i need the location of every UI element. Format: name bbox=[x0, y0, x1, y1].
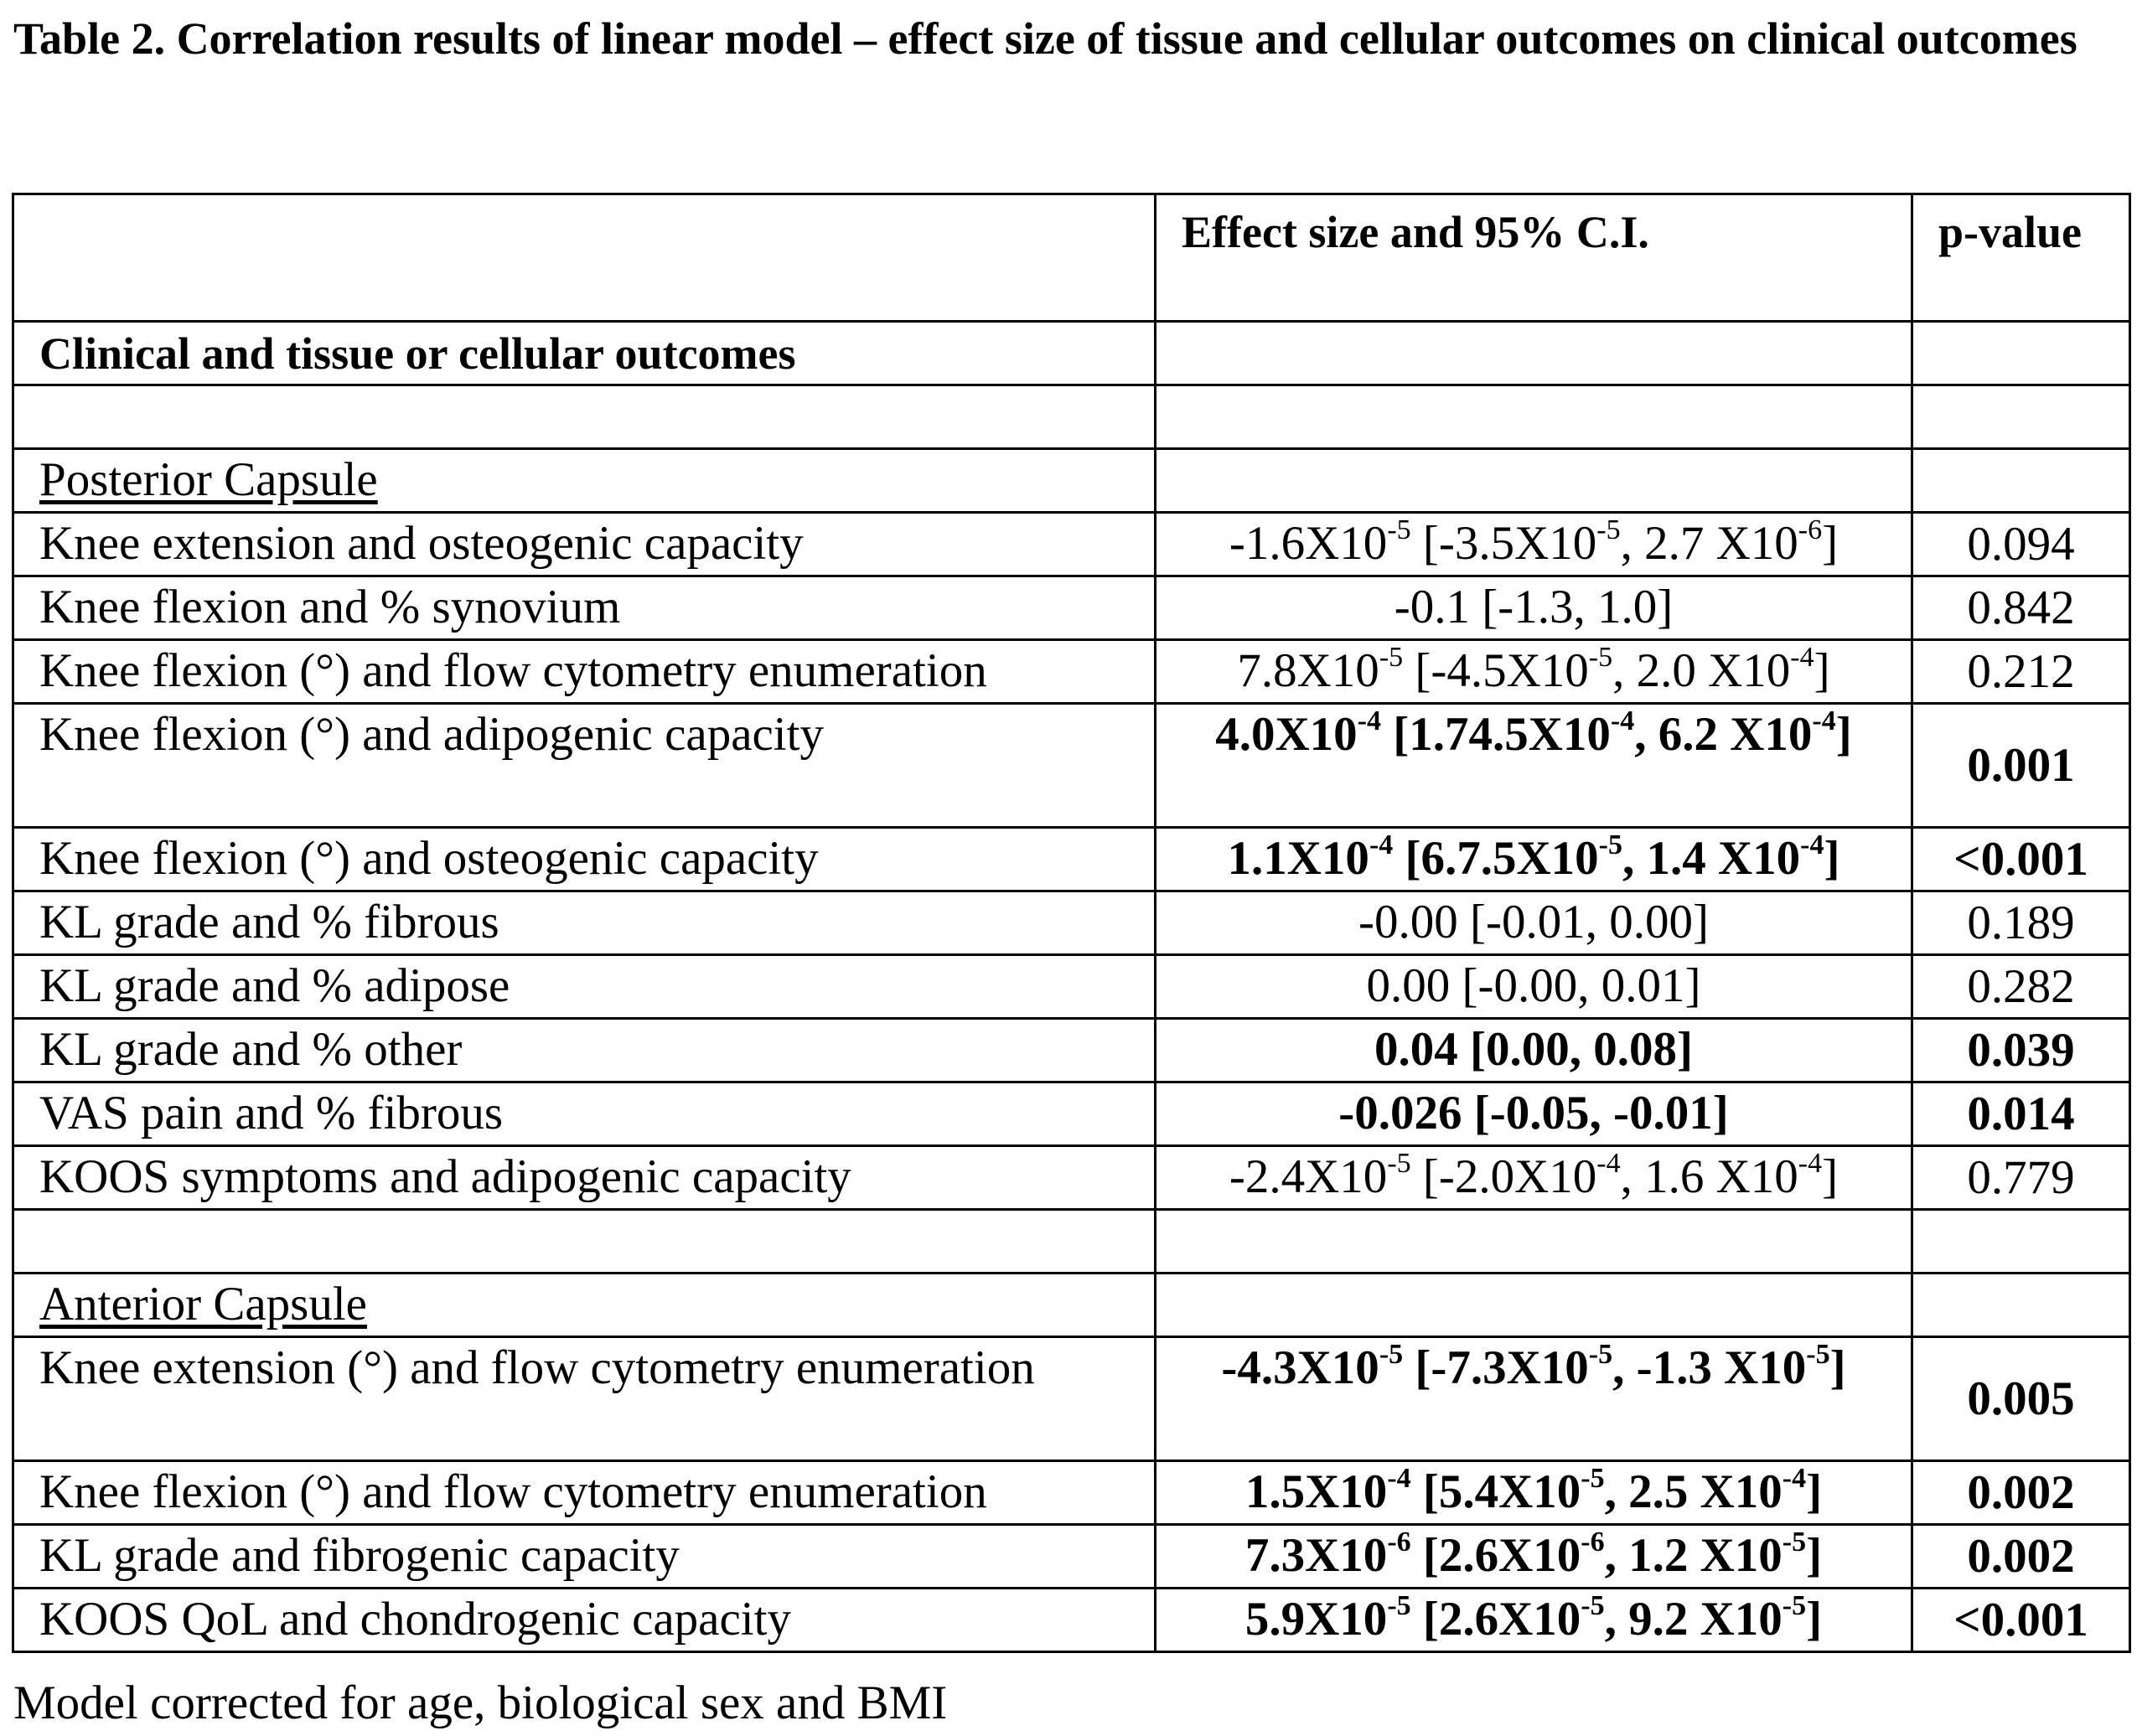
table-row bbox=[13, 1019, 2130, 1082]
table-row bbox=[13, 1337, 2130, 1461]
outcome-label: Knee flexion (°) and flow cytometry enumeration bbox=[13, 1461, 1156, 1525]
table-row bbox=[13, 513, 2130, 576]
effect-size: -0.026 [-0.05, -0.01] bbox=[1156, 1082, 1912, 1146]
table-row bbox=[13, 1461, 2130, 1525]
section-row bbox=[13, 1274, 2130, 1337]
blank-row bbox=[13, 385, 2130, 449]
effect-size: -0.00 [-0.01, 0.00] bbox=[1156, 891, 1912, 955]
outcome-label: KOOS symptoms and adipogenic capacity bbox=[13, 1146, 1156, 1210]
blank-row bbox=[13, 1210, 2130, 1274]
effect-size: $5.9X10^{-5}$ [$2.6X10^{-5}$, 9.2 $X10^{-5}$] bbox=[1156, 1589, 1912, 1652]
header-effect-size: Effect size and 95% C.I. bbox=[1156, 194, 1912, 322]
effect-size: $-4.3X10^{-5}$ [$-7.3X10^{-5}$, -1.3 $X10^{-5}$] bbox=[1156, 1337, 1912, 1461]
section-posterior-capsule: Posterior Capsule bbox=[13, 449, 1156, 513]
table-row bbox=[13, 828, 2130, 891]
outcomes-header-row bbox=[13, 322, 2130, 385]
p-value: 0.212 bbox=[1912, 640, 2130, 704]
outcome-label: Knee extension and osteogenic capacity bbox=[13, 513, 1156, 576]
p-value: 0.005 bbox=[1912, 1337, 2130, 1461]
outcome-label: Knee extension (°) and flow cytometry enumeration bbox=[13, 1337, 1156, 1461]
header-empty-cell bbox=[13, 194, 1156, 322]
p-value: <0.001 bbox=[1912, 1589, 2130, 1652]
outcome-label: KL grade and % other bbox=[13, 1019, 1156, 1082]
p-value: 0.002 bbox=[1912, 1461, 2130, 1525]
p-value: 0.002 bbox=[1912, 1525, 2130, 1589]
p-value: 0.039 bbox=[1912, 1019, 2130, 1082]
outcome-label: Knee flexion (°) and adipogenic capacity bbox=[13, 704, 1156, 828]
p-value: 0.282 bbox=[1912, 955, 2130, 1019]
outcome-label: KL grade and % adipose bbox=[13, 955, 1156, 1019]
p-value: <0.001 bbox=[1912, 828, 2130, 891]
outcome-label: KL grade and % fibrous bbox=[13, 891, 1156, 955]
table-caption: Table 2. Correlation results of linear model – effect size of tissue and cellular outcomes on clinical outcomes bbox=[13, 13, 2077, 64]
effect-size: $4.0X10^{-4}$ [$1.74.5X10^{-4}$, 6.2 $X10^{-4}$] bbox=[1156, 704, 1912, 828]
effect-size: $-2.4X10^{-5}$ [$-2.0X10^{-4}$, 1.6 $X10^{-4}$] bbox=[1156, 1146, 1912, 1210]
header-row bbox=[13, 194, 2130, 322]
p-value: 0.779 bbox=[1912, 1146, 2130, 1210]
table-row bbox=[13, 891, 2130, 955]
effect-size: $1.5X10^{-4}$ [$5.4X10^{-5}$, 2.5 $X10^{-4}$] bbox=[1156, 1461, 1912, 1525]
p-value: 0.094 bbox=[1912, 513, 2130, 576]
effect-size: $1.1X10^{-4}$ [$6.7.5X10^{-5}$, 1.4 $X10^{-4}$] bbox=[1156, 828, 1912, 891]
effect-size: $7.3X10^{-6}$ [$2.6X10^{-6}$, 1.2 $X10^{-5}$] bbox=[1156, 1525, 1912, 1589]
p-value: 0.001 bbox=[1912, 704, 2130, 828]
header-p-value: p-value bbox=[1912, 194, 2130, 322]
p-value: 0.014 bbox=[1912, 1082, 2130, 1146]
effect-size: $-1.6X10^{-5}$ [$-3.5X10^{-5}$, 2.7 $X10^{-6}$] bbox=[1156, 513, 1912, 576]
effect-size: -0.1 [-1.3, 1.0] bbox=[1156, 576, 1912, 640]
table-row bbox=[13, 1146, 2130, 1210]
table-row bbox=[13, 1082, 2130, 1146]
outcome-label: KL grade and fibrogenic capacity bbox=[13, 1525, 1156, 1589]
table-row bbox=[13, 704, 2130, 828]
outcome-label: Knee flexion and % synovium bbox=[13, 576, 1156, 640]
p-value: 0.189 bbox=[1912, 891, 2130, 955]
table-footnote: Model corrected for age, biological sex and BMI bbox=[13, 1677, 948, 1729]
section-row bbox=[13, 449, 2130, 513]
effect-size: 0.00 [-0.00, 0.01] bbox=[1156, 955, 1912, 1019]
outcome-label: Knee flexion (°) and flow cytometry enumeration bbox=[13, 640, 1156, 704]
header-outcomes: Clinical and tissue or cellular outcomes bbox=[13, 322, 1156, 385]
correlation-table bbox=[12, 193, 2131, 1653]
table-row bbox=[13, 1589, 2130, 1652]
table-row bbox=[13, 640, 2130, 704]
table-row bbox=[13, 1525, 2130, 1589]
effect-size: $7.8X10^{-5}$ [$-4.5X10^{-5}$, 2.0 $X10^{-4}$] bbox=[1156, 640, 1912, 704]
effect-size: 0.04 [0.00, 0.08] bbox=[1156, 1019, 1912, 1082]
outcome-label: KOOS QoL and chondrogenic capacity bbox=[13, 1589, 1156, 1652]
p-value: 0.842 bbox=[1912, 576, 2130, 640]
table-row bbox=[13, 576, 2130, 640]
table-row bbox=[13, 955, 2130, 1019]
outcome-label: Knee flexion (°) and osteogenic capacity bbox=[13, 828, 1156, 891]
section-anterior-capsule: Anterior Capsule bbox=[13, 1274, 1156, 1337]
outcome-label: VAS pain and % fibrous bbox=[13, 1082, 1156, 1146]
